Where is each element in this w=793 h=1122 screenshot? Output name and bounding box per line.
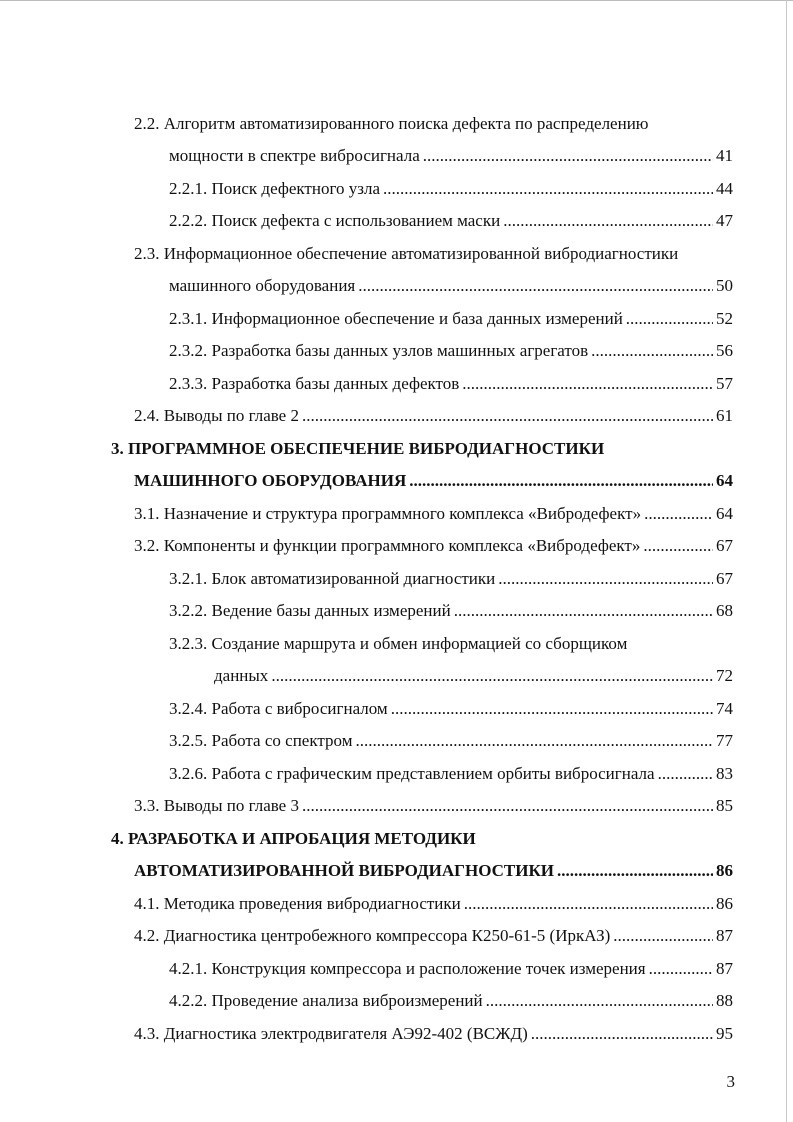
toc-entry [169, 362, 733, 394]
toc-dot-leader [358, 276, 713, 296]
toc-entry-text: мощности в спектре вибросигнала [169, 146, 420, 165]
toc-dot-leader [613, 926, 713, 946]
toc-dot-leader [302, 796, 713, 816]
toc-chapter [111, 427, 733, 459]
toc-dot-leader [658, 764, 713, 784]
toc-page-number: 64 [716, 471, 733, 490]
toc-entry-text: 2.4. Выводы по главе 2 [134, 406, 299, 425]
toc-dot-leader [271, 666, 713, 686]
toc-dot-leader [591, 341, 713, 361]
toc-dot-leader [454, 601, 713, 621]
toc-entry-text: 2.2.2. Поиск дефекта с использованием маски [169, 211, 501, 230]
toc-entry-text: 3. ПРОГРАММНОЕ ОБЕСПЕЧЕНИЕ ВИБРОДИАГНОСТИКИ [111, 439, 605, 458]
toc-entry [134, 524, 733, 556]
toc-page-number: 47 [716, 211, 733, 230]
toc-entry-text: 3.2.2. Ведение базы данных измерений [169, 601, 451, 620]
toc-dot-leader [462, 374, 713, 394]
toc-chapter [134, 459, 733, 491]
toc-entry-text: МАШИННОГО ОБОРУДОВАНИЯ [134, 471, 407, 490]
toc-entry-text: 3.2.3. Создание маршрута и обмен информацией со сборщиком [169, 634, 628, 653]
toc-dot-leader [486, 991, 713, 1011]
toc-dot-leader [643, 536, 713, 556]
toc-entry [169, 979, 733, 1011]
toc-chapter [111, 817, 733, 849]
toc-entry [169, 947, 733, 979]
toc-entry [169, 719, 733, 751]
toc-entry [134, 784, 733, 816]
toc-entry [169, 687, 733, 719]
toc-dot-leader [423, 146, 713, 166]
toc-entry [169, 589, 733, 621]
toc-entry-text: 2.3.1. Информационное обеспечение и база данных измерений [169, 309, 623, 328]
page-number: 3 [726, 1072, 735, 1091]
toc-dot-leader [498, 569, 713, 589]
toc-page-number: 67 [716, 536, 733, 555]
toc-entry-text: 2.3.2. Разработка базы данных узлов машинных агрегатов [169, 341, 589, 360]
scan-edge-top [0, 0, 793, 1]
toc-entry [134, 102, 698, 134]
toc-entry [134, 394, 733, 426]
toc-entry [214, 654, 733, 686]
toc-page-number: 72 [716, 666, 733, 685]
toc-dot-leader [302, 406, 713, 426]
toc-page-number: 77 [716, 731, 733, 750]
toc-entry [169, 199, 733, 231]
toc-entry [134, 882, 733, 914]
toc-page-number: 64 [716, 504, 733, 523]
toc-entry [134, 914, 733, 946]
toc-entry-text: АВТОМАТИЗИРОВАННОЙ ВИБРОДИАГНОСТИКИ [134, 861, 555, 880]
toc-entry-text: 2.2.1. Поиск дефектного узла [169, 179, 380, 198]
toc-page-number: 41 [716, 146, 733, 165]
toc-entry-text: 4. РАЗРАБОТКА И АПРОБАЦИЯ МЕТОДИКИ [111, 829, 476, 848]
toc-dot-leader [464, 894, 713, 914]
toc-entry-text: 2.2. Алгоритм автоматизированного поиска дефекта по распределению [134, 114, 649, 133]
toc-entry-text: 3.3. Выводы по главе 3 [134, 796, 299, 815]
toc-dot-leader [409, 471, 713, 491]
toc-dot-leader [391, 699, 713, 719]
toc-dot-leader [557, 861, 713, 881]
toc-dot-leader [503, 211, 713, 231]
toc-page-number: 87 [716, 959, 733, 978]
toc-entry-text: данных [214, 666, 269, 685]
toc-entry [169, 752, 733, 784]
toc-page-number: 61 [716, 406, 733, 425]
toc-entry-text: 3.2.5. Работа со спектром [169, 731, 353, 750]
toc-entry-text: машинного оборудования [169, 276, 356, 295]
toc-page-number: 88 [716, 991, 733, 1010]
toc-entry [134, 232, 733, 264]
toc-entry [169, 297, 733, 329]
toc-page-number: 67 [716, 569, 733, 588]
toc-dot-leader [644, 504, 713, 524]
toc-entry-text: 2.3.3. Разработка базы данных дефектов [169, 374, 460, 393]
toc-entry-text: 4.2. Диагностика центробежного компрессора К250-61-5 (ИркАЗ) [134, 926, 611, 945]
toc-page-number: 44 [716, 179, 733, 198]
toc-page-number: 74 [716, 699, 733, 718]
toc-entry-text: 4.1. Методика проведения вибродиагностики [134, 894, 461, 913]
toc-page-number: 83 [716, 764, 733, 783]
toc-page-number: 87 [716, 926, 733, 945]
toc-page-number: 52 [716, 309, 733, 328]
toc-dot-leader [626, 309, 713, 329]
scan-edge-right [786, 0, 787, 1122]
toc-page-number: 50 [716, 276, 733, 295]
toc-entry-text: 3.1. Назначение и структура программного комплекса «Вибродефект» [134, 504, 642, 523]
toc-dot-leader [383, 179, 713, 199]
toc-dot-leader [531, 1024, 713, 1044]
toc-page-number: 85 [716, 796, 733, 815]
toc-entry [169, 134, 733, 166]
toc-entry [169, 167, 733, 199]
toc-page-number: 57 [716, 374, 733, 393]
toc-entry-text: 4.2.2. Проведение анализа виброизмерений [169, 991, 483, 1010]
toc-entry-text: 3.2.6. Работа с графическим представлением орбиты вибросигнала [169, 764, 655, 783]
toc-chapter [134, 849, 733, 881]
toc-entry-text: 3.2. Компоненты и функции программного комплекса «Вибродефект» [134, 536, 641, 555]
toc-entry [134, 1012, 733, 1044]
toc-entry-text: 4.3. Диагностика электродвигателя АЭ92-402 (ВСЖД) [134, 1024, 528, 1043]
toc-entry [134, 492, 733, 524]
toc-dot-leader [355, 731, 713, 751]
toc-entry-text: 4.2.1. Конструкция компрессора и расположение точек измерения [169, 959, 646, 978]
toc-entry-text: 2.3. Информационное обеспечение автоматизированной вибродиагностики [134, 244, 679, 263]
toc-page-number: 95 [716, 1024, 733, 1043]
toc-entry-text: 3.2.1. Блок автоматизированной диагностики [169, 569, 496, 588]
toc-page-number: 68 [716, 601, 733, 620]
toc-page-number: 86 [716, 861, 733, 880]
toc-entry [169, 329, 733, 361]
toc-entry [169, 264, 733, 296]
toc-page-number: 86 [716, 894, 733, 913]
toc-dot-leader [649, 959, 713, 979]
toc-page-number: 56 [716, 341, 733, 360]
toc-entry-text: 3.2.4. Работа с вибросигналом [169, 699, 388, 718]
toc-entry [169, 557, 733, 589]
toc-entry [169, 622, 733, 654]
